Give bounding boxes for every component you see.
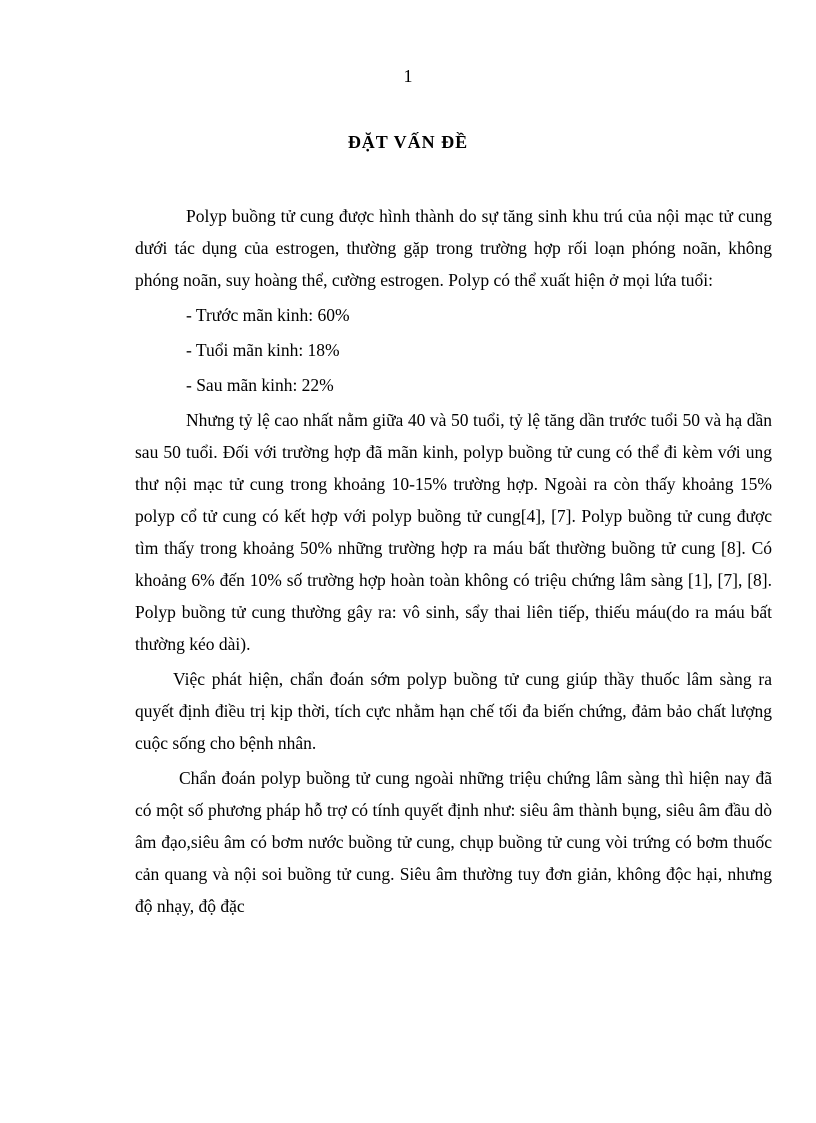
page-title: ĐẶT VẤN ĐỀ (347, 132, 469, 152)
paragraph-diagnostic-methods: Chẩn đoán polyp buồng tử cung ngoài những triệu chứng lâm sàng thì hiện nay đã có một số phương pháp hỗ trợ có tính quyết định như: siêu âm thành bụng, siêu âm đầu dò âm đạo,siêu âm có bơm nước buồng tử cung, chụp buồng tử cung vòi trứng có bơm thuốc cản quang và nội soi buồng tử cung. Siêu âm thường tuy đơn giản, không độc hại, nhưng độ nhạy, độ đặc (135, 768, 772, 916)
list-item: - Tuổi mãn kinh: 18% (186, 340, 340, 360)
list-item: - Sau mãn kinh: 22% (186, 375, 334, 395)
paragraph-early-diagnosis: Việc phát hiện, chẩn đoán sớm polyp buồng tử cung giúp thầy thuốc lâm sàng ra quyết định điều trị kịp thời, tích cực nhằm hạn chế tối đa biến chứng, đảm bảo chất lượng cuộc sống cho bệnh nhân. (135, 669, 772, 753)
paragraph-statistics: Nhưng tỷ lệ cao nhất nằm giữa 40 và 50 tuổi, tỷ lệ tăng dần trước tuổi 50 và hạ dần sau 50 tuổi. Đối với trường hợp đã mãn kinh, polyp buồng tử cung có thể đi kèm với ung thư nội mạc tử cung trong khoảng 10-15% trường hợp. Ngoài ra còn thấy khoảng 15% polyp cổ tử cung có kết hợp với polyp buồng tử cung[4], [7]. Polyp buồng tử cung được tìm thấy trong khoảng 50% những trường hợp ra máu bất thường buồng tử cung [8]. Có khoảng 6% đến 10% số trường hợp hoàn toàn không có triệu chứng lâm sàng [1], [7], [8]. Polyp buồng tử cung thường gây ra: vô sinh, sẩy thai liên tiếp, thiếu máu(do ra máu bất thường kéo dài). (135, 410, 772, 654)
page-number: 1 (403, 66, 413, 86)
paragraph-intro: Polyp buồng tử cung được hình thành do sự tăng sinh khu trú của nội mạc tử cung dưới tác dụng của estrogen, thường gặp trong trường hợp rối loạn phóng noãn, không phóng noãn, suy hoàng thể, cường estrogen. Polyp có thể xuất hiện ở mọi lứa tuổi: (135, 206, 772, 290)
document-body (135, 200, 772, 922)
list-item: - Trước mãn kinh: 60% (186, 305, 350, 325)
